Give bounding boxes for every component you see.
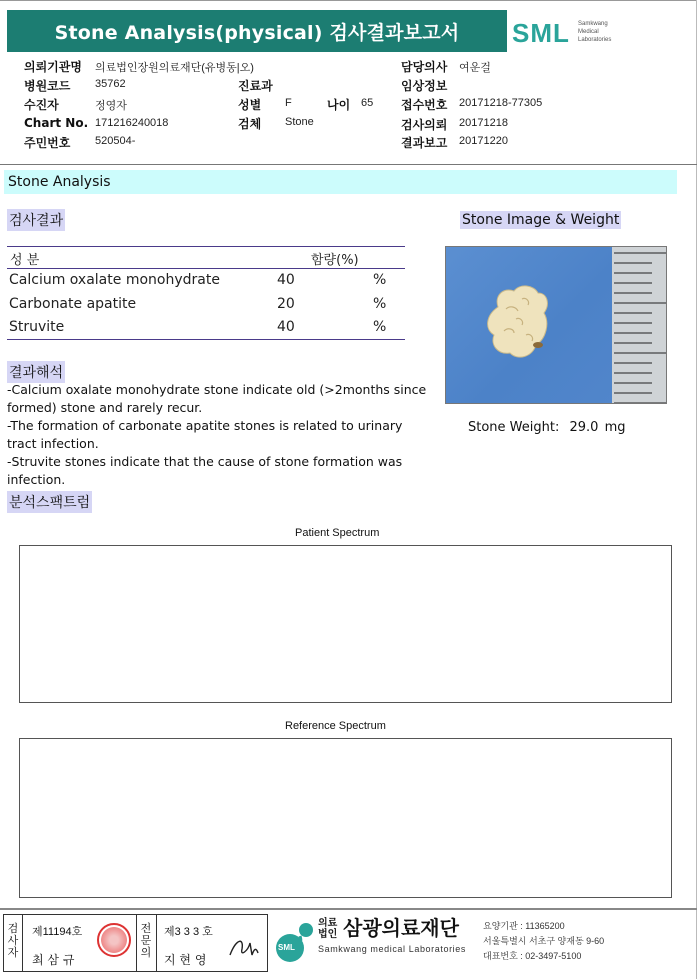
- result-row-value: 40: [277, 272, 295, 288]
- stone-weight-value: 29.0: [569, 420, 599, 435]
- test-request-label: 검사의뢰: [401, 118, 448, 132]
- interpretation-text: [7, 381, 427, 489]
- result-row-value: 40: [277, 319, 295, 335]
- patient-value: 정영자: [95, 100, 127, 112]
- seal-icon: [97, 923, 131, 957]
- image-heading-text: Stone Image & Weight: [462, 212, 620, 228]
- logo-text: SML: [512, 18, 570, 48]
- chart-no-value: 171216240018: [95, 117, 169, 129]
- receipt-no-label: 접수번호: [401, 98, 448, 112]
- patient-spectrum-title: Patient Spectrum: [295, 527, 380, 539]
- request-org-label: 의뢰기관명: [24, 60, 82, 74]
- report-title: Stone Analysis(physical) 검사결과보고서: [7, 10, 507, 52]
- resident-no-value: 520504-: [95, 135, 136, 147]
- age-label: 나이: [327, 98, 351, 112]
- interpretation-line: -Struvite stones indicate that the cause of stone formation was infection.: [7, 454, 403, 487]
- examiner-label: 검사자: [7, 922, 19, 959]
- result-row-unit: %: [373, 319, 387, 335]
- column-header-component: 성 분: [10, 253, 40, 268]
- result-row-unit: %: [373, 272, 387, 288]
- interpretation-heading: [7, 361, 65, 383]
- footer-info-line: 요양기관 : 11365200: [483, 921, 565, 931]
- reviewer-name: 지 현 영: [164, 953, 207, 967]
- sml-logo: [512, 14, 692, 50]
- signature-icon: [226, 933, 262, 961]
- hospital-code-value: 35762: [95, 78, 126, 90]
- cell-divider: [22, 915, 23, 971]
- org-name: 삼광의료재단: [343, 916, 459, 940]
- stone-photo-drawing: [446, 247, 667, 404]
- footer-logo: [272, 916, 316, 966]
- cell-divider: [156, 915, 157, 971]
- result-row-value: 20: [277, 296, 295, 312]
- table-bottom-rule: [7, 339, 405, 340]
- spectrum-heading-text: 분석스팩트럼: [7, 491, 92, 513]
- logo-sub-line: Samkwang: [578, 21, 608, 27]
- test-request-value: 20171218: [459, 117, 508, 129]
- patient-spectrum-box: [19, 545, 672, 703]
- result-report-label: 결과보고: [401, 136, 448, 150]
- top-border: [0, 0, 697, 4]
- column-header-content: 함량(%): [311, 253, 359, 268]
- footer-info-line: 서울특별시 서초구 양재동 9-60: [483, 936, 605, 946]
- results-heading: [7, 209, 65, 231]
- interpretation-heading-text: 결과해석: [7, 361, 65, 383]
- resident-no-label: 주민번호: [24, 136, 71, 150]
- interpretation-line: -Calcium oxalate monohydrate stone indicate old (>2months since formed) stone and rarely recur.: [7, 382, 427, 415]
- org-english: Samkwang medical Laboratories: [318, 944, 466, 954]
- results-heading-text: 검사결과: [7, 209, 65, 231]
- doctor-value: 여운걸: [459, 62, 491, 74]
- info-divider: [0, 164, 697, 165]
- result-report-value: 20171220: [459, 135, 508, 147]
- patient-label: 수진자: [24, 98, 59, 112]
- specimen-value: Stone: [285, 116, 314, 128]
- table-top-rule: [7, 246, 405, 247]
- examiner-name: 최 삼 규: [32, 953, 75, 967]
- hospital-code-label: 병원코드: [24, 79, 71, 93]
- stone-weight-unit: mg: [604, 420, 626, 435]
- clinical-label: 임상정보: [401, 79, 448, 93]
- stone-weight-label: Stone Weight:: [468, 420, 560, 435]
- patient-spectrum-plot: [20, 546, 671, 702]
- receipt-no-value: 20171218-77305: [459, 97, 543, 109]
- specimen-label: 검체: [238, 117, 262, 131]
- logo-subtitle: [578, 20, 611, 44]
- table-header-rule: [7, 268, 405, 269]
- logo-sub-line: Medical: [578, 29, 599, 35]
- cell-divider: [136, 915, 137, 971]
- signature-box: [3, 914, 268, 972]
- doctor-label: 담당의사: [401, 60, 448, 74]
- spectrum-heading: [7, 491, 92, 513]
- request-org-value: 의료법인장원의료재단(유병동|오): [95, 62, 254, 74]
- reviewer-no: 제3 3 3 호: [164, 926, 213, 938]
- ruler: [612, 247, 667, 404]
- footer-divider: [0, 908, 697, 910]
- reviewer-label: 전문의: [140, 922, 152, 959]
- image-heading: [460, 209, 621, 229]
- sex-value: F: [285, 97, 292, 109]
- sex-label: 성별: [238, 98, 262, 112]
- stone-weight: [468, 420, 626, 435]
- result-row-unit: %: [373, 296, 387, 312]
- result-row-name: Calcium oxalate monohydrate: [9, 272, 220, 288]
- age-value: 65: [361, 97, 374, 109]
- stone-dark-spot: [533, 342, 543, 348]
- interpretation-line: -The formation of carbonate apatite stones is related to urinary tract infection.: [7, 418, 403, 451]
- reference-spectrum-plot: [20, 739, 671, 897]
- stone-photo: [445, 246, 667, 404]
- reference-spectrum-box: [19, 738, 672, 898]
- examiner-no: 제11194호: [32, 926, 83, 938]
- reference-spectrum-title: Reference Spectrum: [285, 720, 386, 732]
- section-title: Stone Analysis: [4, 170, 677, 194]
- logo-sub-line: Laboratories: [578, 37, 612, 43]
- footer-logo-mark: [272, 916, 316, 966]
- result-row-name: Struvite: [9, 319, 65, 335]
- dept-label: 진료과: [238, 79, 273, 93]
- chart-no-label: Chart No.: [24, 116, 89, 130]
- footer-logo-text: SML: [278, 943, 295, 952]
- org-prefix: 의료법인: [318, 918, 338, 940]
- result-row-name: Carbonate apatite: [9, 296, 137, 312]
- footer-info-line: 대표번호 : 02-3497-5100: [483, 951, 582, 961]
